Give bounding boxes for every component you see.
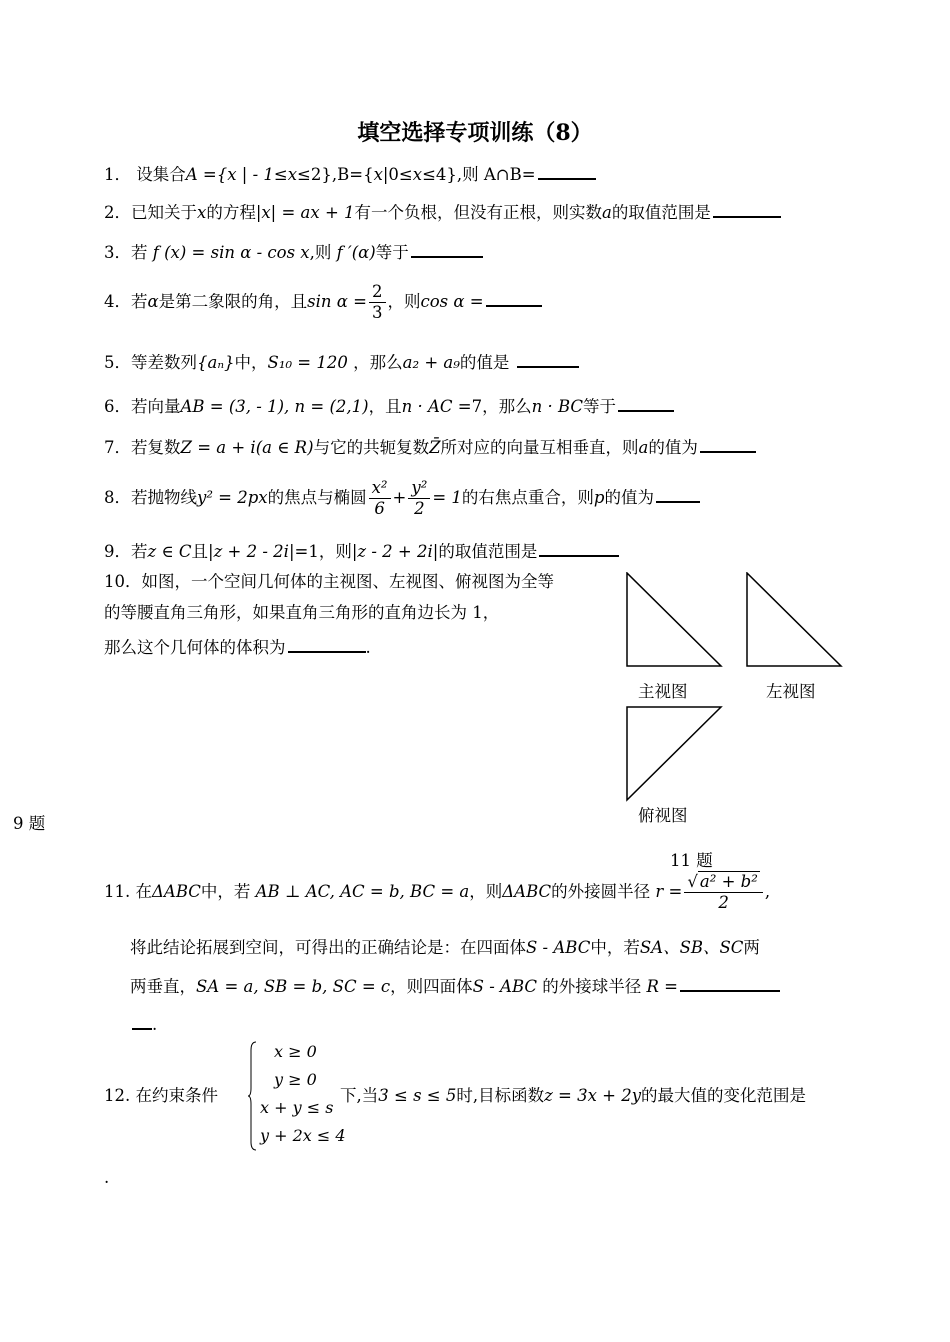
math: Z = a + i(a ∈ R) <box>180 438 314 457</box>
math: SA = a, SB = b, SC = c <box>196 977 391 996</box>
question-number: 8． <box>104 488 131 507</box>
question-text: |0≤ <box>382 165 413 184</box>
question-text: 所对应的向量互相垂直，则 <box>440 438 639 457</box>
question-text: 时,目标函数 <box>456 1086 545 1105</box>
question-text: 已知关于 <box>131 203 197 222</box>
question-4 <box>104 282 542 323</box>
question-text: , <box>764 882 771 901</box>
math: x <box>412 165 423 184</box>
question-text: ，那么 <box>353 353 403 372</box>
question-text: 且| <box>191 542 214 561</box>
question-5 <box>104 348 579 375</box>
math: ΔABC <box>502 882 552 901</box>
question-11-tag: 11 题 <box>670 851 713 870</box>
math: x <box>287 165 298 184</box>
math: {aₙ} <box>197 353 235 372</box>
question-text: 的外接圆半径 <box>551 882 651 901</box>
fraction-denominator: 3 <box>372 303 383 322</box>
question-text: 若向量 <box>131 397 181 416</box>
math: z ∈ C <box>147 542 192 561</box>
sqrt-radicand: a² + b² <box>699 872 758 891</box>
question-text: 两垂直， <box>130 977 196 996</box>
question-text: 有一个负根，但没有正根，则实数 <box>354 203 603 222</box>
question-text: 那么这个几何体的体积为 <box>104 638 286 657</box>
question-number: 1． <box>104 165 131 184</box>
question-2 <box>104 198 781 225</box>
fraction-numerator: x² <box>369 478 391 499</box>
question-8 <box>104 474 700 522</box>
question-11-line-4 <box>130 1010 157 1037</box>
fraction-denominator: 2 <box>718 893 729 912</box>
math: z + 2 - 2i <box>213 542 289 561</box>
constraint-4: y + 2x ≤ 4 <box>260 1126 346 1145</box>
answer-blank[interactable] <box>538 160 596 180</box>
fraction <box>369 282 386 323</box>
fraction <box>684 872 762 913</box>
question-text: 若复数 <box>131 438 181 457</box>
question-text: . <box>365 638 371 657</box>
math: + <box>392 488 407 507</box>
question-text: |=1，则| <box>288 542 358 561</box>
question-number: 4． <box>104 292 131 311</box>
question-text: |的取值范围是 <box>432 542 538 561</box>
question-text: 将此结论拓展到空间，可得出的正确结论是：在四面体 <box>130 938 526 957</box>
question-text: 的值是 <box>459 353 510 372</box>
math: a <box>638 438 649 457</box>
math: AB ⊥ AC, AC = b, BC = a <box>255 882 470 901</box>
math: n · AC = <box>401 397 472 416</box>
question-text: ≤4},则 A∩B= <box>422 165 536 184</box>
question-text: 下,当 <box>340 1086 379 1105</box>
answer-blank[interactable] <box>486 287 542 307</box>
math: f (x) = sin α - cos x <box>152 243 310 262</box>
math: R = <box>646 977 678 996</box>
answer-blank[interactable] <box>618 392 674 412</box>
question-text: 的方程 <box>206 203 256 222</box>
question-text: 在约束条件 <box>135 1086 218 1105</box>
question-text: 中， <box>234 353 268 372</box>
question-11-line-2 <box>130 936 760 960</box>
question-text: 中，若 <box>590 938 640 957</box>
question-7 <box>104 433 756 460</box>
question-text: 是第二象限的角，且 <box>158 292 308 311</box>
question-text: 的最大值的变化范围是 <box>641 1086 807 1105</box>
question-text: ，且 <box>368 397 402 416</box>
question-10-line-3 <box>104 633 371 660</box>
constraint-3: x + y ≤ s <box>260 1098 334 1117</box>
question-text: 等于 <box>375 243 409 262</box>
question-text: 的右焦点重合，则 <box>461 488 594 507</box>
math: r = <box>655 882 683 901</box>
question-text: ，则四面体 <box>390 977 473 996</box>
math: y² = 2px <box>197 488 268 507</box>
math: Z̄ <box>429 438 441 457</box>
math: S - ABC <box>526 938 591 957</box>
question-text: ,则 <box>309 243 332 262</box>
answer-blank[interactable] <box>656 483 700 503</box>
question-12-text <box>340 1084 806 1108</box>
fraction <box>369 478 391 519</box>
question-number: 11. <box>104 882 131 901</box>
math: a <box>602 203 612 222</box>
question-9 <box>104 537 619 564</box>
question-text: 两 <box>743 938 760 957</box>
question-text: 与它的共轭复数 <box>313 438 430 457</box>
math: S₁₀ = 120 <box>267 353 348 372</box>
constraint-2: y ≥ 0 <box>274 1070 317 1089</box>
question-10-line-2: 的等腰直角三角形，如果直角三角形的直角边长为 1， <box>104 603 500 622</box>
math: x <box>373 165 383 184</box>
answer-blank[interactable] <box>517 348 579 368</box>
question-text: 若 <box>131 243 148 262</box>
math: |x| = ax + 1 <box>255 203 355 222</box>
question-text: 的焦点与椭圆 <box>267 488 367 507</box>
math: f ′(α) <box>336 243 376 262</box>
question-11-line-1 <box>104 866 770 918</box>
question-number: 12 <box>104 1086 125 1105</box>
math: S - ABC <box>472 977 537 996</box>
fraction-numerator: √ a² + b² <box>684 872 762 893</box>
math: a₂ + a₉ <box>402 353 460 372</box>
left-brace <box>248 1040 258 1152</box>
fraction <box>408 478 430 519</box>
question-text: 的值为 <box>604 488 654 507</box>
question-text: . <box>125 1086 131 1105</box>
answer-blank[interactable] <box>700 433 756 453</box>
math: = 1 <box>432 488 462 507</box>
math: SA、SB、SC <box>639 938 744 957</box>
answer-blank[interactable] <box>288 633 366 653</box>
question-6 <box>104 392 674 419</box>
math: n · BC <box>531 397 583 416</box>
question-text: ，则 <box>469 882 503 901</box>
front-view-triangle <box>626 572 724 668</box>
front-view-label: 主视图 <box>638 682 688 701</box>
question-1 <box>104 160 596 187</box>
math: z - 2 + 2i <box>357 542 433 561</box>
question-number: 9． <box>104 542 131 561</box>
question-12-end: . <box>104 1168 110 1187</box>
top-view-triangle <box>626 706 724 802</box>
math: z = 3x + 2y <box>544 1086 642 1105</box>
question-text: 等差数列 <box>131 353 197 372</box>
question-11-line-3 <box>130 972 780 999</box>
question-3 <box>104 238 483 265</box>
math: α <box>147 292 159 311</box>
constraint-1: x ≥ 0 <box>274 1042 317 1061</box>
math: sin α = <box>307 292 367 311</box>
top-view-label: 俯视图 <box>638 806 688 825</box>
question-text: ≤2},B={ <box>297 165 374 184</box>
question-9-tag: 9 题 <box>13 814 46 833</box>
math: AB = (3, - 1), n = (2,1) <box>180 397 369 416</box>
question-number: 6． <box>104 397 131 416</box>
question-text: ，则 <box>387 292 421 311</box>
question-text: 中，若 <box>200 882 251 901</box>
question-text: 若 <box>131 542 148 561</box>
question-10-line-1: 10．如图，一个空间几何体的主视图、左视图、俯视图为全等 <box>104 572 554 591</box>
question-text: 若抛物线 <box>131 488 197 507</box>
page-title: 填空选择专项训练（8） <box>357 120 593 146</box>
answer-blank[interactable] <box>411 238 483 258</box>
question-text: 若 <box>131 292 148 311</box>
question-12-label <box>104 1084 218 1108</box>
question-number: 2． <box>104 203 131 222</box>
fraction-numerator: 2 <box>369 282 386 303</box>
math: ΔABC <box>152 882 201 901</box>
answer-blank[interactable] <box>539 537 619 557</box>
answer-blank-continued[interactable] <box>132 1010 152 1030</box>
question-text: 在 <box>135 882 152 901</box>
math: x <box>197 203 207 222</box>
question-number: 3． <box>104 243 131 262</box>
question-number: 5． <box>104 353 131 372</box>
question-text: 等于 <box>583 397 616 416</box>
left-view-label: 左视图 <box>766 682 816 701</box>
math: 3 ≤ s ≤ 5 <box>378 1086 457 1105</box>
fraction-denominator: 2 <box>414 499 425 518</box>
math: cos α = <box>420 292 484 311</box>
question-text: . <box>152 1015 158 1034</box>
answer-blank[interactable] <box>713 198 781 218</box>
fraction-denominator: 6 <box>374 499 385 518</box>
question-text: 的取值范围是 <box>611 203 711 222</box>
question-number: 7． <box>104 438 131 457</box>
answer-blank[interactable] <box>680 972 780 992</box>
left-view-triangle <box>746 572 844 668</box>
question-text: 的外接球半径 <box>542 977 642 996</box>
question-text: 的值为 <box>648 438 698 457</box>
question-text: 设集合 <box>136 165 186 184</box>
question-text: 7，那么 <box>471 397 532 416</box>
math: p <box>593 488 605 507</box>
math: A ={x | - 1≤ <box>185 165 288 184</box>
fraction-numerator: y² <box>408 478 430 499</box>
